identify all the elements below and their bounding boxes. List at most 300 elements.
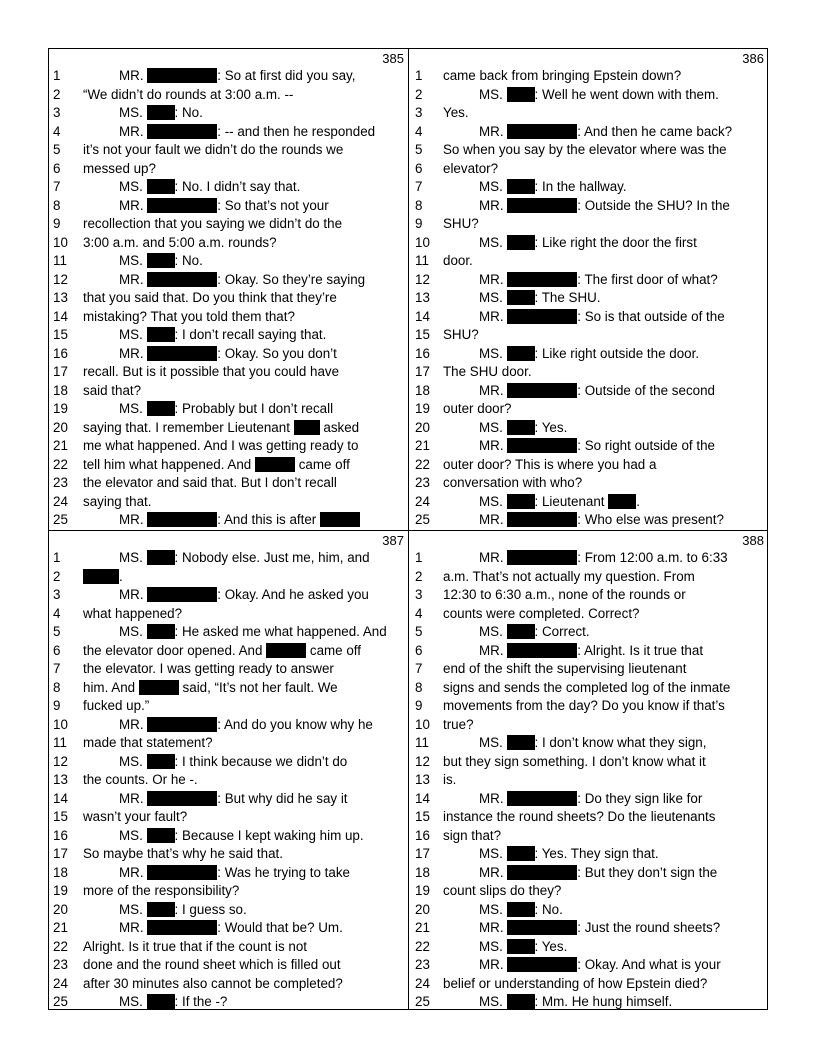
line-number: 21 bbox=[53, 438, 68, 453]
line-text bbox=[83, 456, 402, 475]
transcript-line bbox=[409, 993, 768, 1012]
redaction-box bbox=[139, 680, 179, 695]
line-text-segment: : Just the round sheets? bbox=[577, 920, 721, 935]
line-text-segment: MR. bbox=[119, 920, 148, 935]
line-number: 25 bbox=[415, 512, 430, 527]
line-text-segment: : Okay. And he asked you bbox=[217, 587, 369, 602]
page-number: 385 bbox=[382, 51, 404, 66]
redaction-box bbox=[255, 457, 295, 472]
line-text bbox=[83, 252, 402, 271]
line-text-segment: : Alright. Is it true that bbox=[577, 642, 704, 658]
line-text-segment: count slips do they? bbox=[443, 883, 562, 898]
line-text-segment: : If the -? bbox=[174, 994, 228, 1009]
line-text-segment: The SHU door. bbox=[443, 364, 532, 379]
line-text-segment: : Do they sign like for bbox=[577, 790, 703, 806]
transcript-line bbox=[409, 808, 768, 827]
line-text-segment: MS. bbox=[119, 624, 147, 639]
line-text-segment: door. bbox=[443, 253, 473, 268]
line-number: 18 bbox=[53, 382, 68, 398]
line-text bbox=[83, 845, 402, 864]
transcript-line bbox=[49, 67, 408, 86]
line-text-segment: MS. bbox=[479, 994, 507, 1009]
transcript-line bbox=[49, 623, 408, 642]
redaction-box bbox=[147, 253, 175, 268]
line-number: 16 bbox=[415, 827, 430, 843]
transcript-line bbox=[49, 827, 408, 846]
line-number: 1 bbox=[415, 68, 423, 83]
line-text bbox=[443, 827, 762, 846]
line-text bbox=[83, 697, 402, 716]
line-text bbox=[83, 474, 402, 493]
redaction-box bbox=[507, 550, 577, 565]
line-text-segment: : And this is after bbox=[217, 512, 320, 527]
transcript-line bbox=[49, 771, 408, 790]
line-text bbox=[443, 586, 762, 605]
line-number: 2 bbox=[53, 86, 61, 102]
transcript-line bbox=[409, 215, 768, 234]
line-text bbox=[443, 67, 762, 86]
line-number: 3 bbox=[415, 587, 423, 602]
line-text bbox=[443, 679, 762, 698]
line-text-segment: saying that. bbox=[83, 493, 152, 509]
transcript-line bbox=[409, 456, 768, 475]
line-text bbox=[83, 901, 402, 920]
transcript-line bbox=[409, 345, 768, 364]
line-text-segment: him. And bbox=[83, 679, 139, 695]
redaction-box bbox=[147, 791, 217, 806]
redaction-box bbox=[507, 179, 535, 194]
line-number: 7 bbox=[53, 179, 61, 194]
line-text bbox=[443, 86, 762, 105]
transcript-line bbox=[409, 827, 768, 846]
line-text-segment: MR. bbox=[479, 512, 508, 527]
redaction-box bbox=[147, 828, 175, 843]
line-number: 10 bbox=[53, 716, 68, 732]
transcript-line bbox=[49, 197, 408, 216]
line-number: 3 bbox=[53, 587, 61, 602]
line-text-segment: Yes. bbox=[443, 105, 469, 120]
line-text bbox=[443, 345, 762, 364]
transcript-line bbox=[49, 123, 408, 142]
line-text-segment: : Correct. bbox=[534, 624, 590, 639]
line-number: 25 bbox=[53, 994, 68, 1009]
line-number: 9 bbox=[53, 216, 61, 231]
line-text-segment: end of the shift the supervising lieutenant bbox=[443, 661, 687, 676]
line-number: 4 bbox=[53, 123, 61, 139]
transcript-line bbox=[409, 104, 768, 123]
line-text bbox=[443, 104, 762, 123]
transcript-line bbox=[49, 252, 408, 271]
transcript-line bbox=[409, 623, 768, 642]
transcript-line bbox=[409, 771, 768, 790]
line-number: 19 bbox=[53, 401, 68, 416]
line-number: 3 bbox=[53, 105, 61, 120]
line-number: 5 bbox=[53, 624, 61, 639]
line-text bbox=[443, 549, 762, 568]
line-text bbox=[443, 734, 762, 753]
transcript-line bbox=[49, 271, 408, 290]
line-text bbox=[83, 345, 402, 364]
line-text-segment: MS. bbox=[479, 938, 507, 954]
line-text-segment: what happened? bbox=[83, 605, 183, 621]
line-text bbox=[83, 716, 402, 735]
line-text-segment: : Because I kept waking him up. bbox=[174, 827, 364, 843]
line-text-segment: came back from bringing Epstein down? bbox=[443, 68, 682, 83]
redaction-box bbox=[507, 383, 577, 398]
transcript-line bbox=[49, 400, 408, 419]
transcript-line bbox=[49, 790, 408, 809]
line-text bbox=[443, 474, 762, 493]
line-number: 18 bbox=[415, 864, 430, 880]
line-text-segment: MS. bbox=[479, 846, 507, 861]
transcript-page-385 bbox=[49, 49, 408, 530]
line-text-segment: : The first door of what? bbox=[577, 271, 718, 287]
transcript-line bbox=[49, 345, 408, 364]
line-number: 4 bbox=[415, 605, 423, 621]
line-text-segment: MR. bbox=[479, 864, 508, 880]
line-text bbox=[443, 956, 762, 975]
line-text bbox=[443, 308, 762, 327]
transcript-line bbox=[49, 363, 408, 382]
line-text-segment: MR. bbox=[119, 587, 148, 602]
line-text-segment: outer door? bbox=[443, 401, 512, 416]
line-text-segment: wasn’t your fault? bbox=[83, 809, 188, 824]
line-number: 17 bbox=[415, 846, 430, 861]
line-text-segment: the elevator and said that. But I don’t recall bbox=[83, 475, 337, 490]
line-number: 9 bbox=[53, 698, 61, 713]
line-text bbox=[83, 197, 402, 216]
line-text-segment: MR. bbox=[119, 345, 148, 361]
redaction-box bbox=[507, 846, 535, 861]
line-text-segment: that you said that. Do you think that they’re bbox=[83, 290, 337, 305]
line-text-segment: : No. I didn’t say that. bbox=[174, 179, 301, 194]
transcript-line bbox=[409, 956, 768, 975]
line-text bbox=[83, 271, 402, 290]
transcript-line bbox=[49, 734, 408, 753]
line-text-segment: MR. bbox=[119, 790, 148, 806]
transcript-line bbox=[49, 419, 408, 438]
line-text-segment: : And then he came back? bbox=[577, 123, 733, 139]
line-text bbox=[83, 679, 402, 698]
transcript-line bbox=[409, 123, 768, 142]
line-text-segment: : In the hallway. bbox=[534, 179, 627, 194]
transcript-line bbox=[49, 511, 408, 530]
transcript-page-387 bbox=[49, 531, 408, 1012]
line-text-segment: recollection that you saying we didn’t do the bbox=[83, 216, 343, 231]
transcript-line bbox=[49, 697, 408, 716]
line-text-segment: : Yes. They sign that. bbox=[534, 846, 659, 861]
line-text bbox=[83, 975, 402, 994]
line-text-segment: fucked up.” bbox=[83, 698, 150, 713]
transcript-line bbox=[409, 679, 768, 698]
line-text-segment: the elevator door opened. And bbox=[83, 642, 267, 658]
line-text-segment: Alright. Is it true that if the count is not bbox=[83, 938, 308, 954]
line-number: 8 bbox=[53, 679, 61, 695]
transcript-line bbox=[49, 864, 408, 883]
line-number: 9 bbox=[415, 698, 423, 713]
line-text-segment: true? bbox=[443, 716, 474, 732]
line-number: 13 bbox=[415, 772, 430, 787]
transcript-line bbox=[49, 956, 408, 975]
line-number: 17 bbox=[53, 846, 68, 861]
redaction-box bbox=[83, 569, 119, 584]
line-number: 13 bbox=[53, 290, 68, 305]
transcript-line bbox=[409, 790, 768, 809]
transcript-line bbox=[49, 605, 408, 624]
line-text-segment: : No. bbox=[174, 105, 203, 120]
transcript-line bbox=[49, 86, 408, 105]
line-number: 12 bbox=[53, 271, 68, 287]
redaction-box bbox=[147, 624, 175, 639]
line-text-segment: MR. bbox=[479, 382, 508, 398]
line-number: 23 bbox=[415, 957, 430, 972]
line-text-segment: MR. bbox=[479, 642, 508, 658]
line-text-segment: said, “It’s not her fault. We bbox=[178, 679, 338, 695]
line-text bbox=[83, 308, 402, 327]
transcript-line bbox=[49, 882, 408, 901]
redaction-box bbox=[608, 494, 636, 509]
line-number: 5 bbox=[53, 142, 61, 157]
line-text-segment: MR. bbox=[119, 512, 148, 527]
line-text bbox=[83, 511, 402, 530]
line-text-segment: MR. bbox=[119, 68, 148, 83]
line-number: 15 bbox=[53, 809, 68, 824]
line-text-segment: MR. bbox=[479, 920, 508, 935]
transcript-line bbox=[49, 660, 408, 679]
line-text-segment: MS. bbox=[479, 624, 507, 639]
line-text-segment: MS. bbox=[479, 86, 507, 102]
line-text-segment: MR. bbox=[119, 864, 148, 880]
redaction-box bbox=[320, 512, 360, 527]
line-text bbox=[83, 808, 402, 827]
transcript-line bbox=[49, 679, 408, 698]
line-number: 11 bbox=[53, 253, 67, 268]
line-text bbox=[443, 623, 762, 642]
transcript-line bbox=[409, 141, 768, 160]
redaction-box bbox=[147, 512, 217, 527]
transcript-line bbox=[49, 808, 408, 827]
line-number: 5 bbox=[415, 142, 423, 157]
redaction-box bbox=[507, 87, 535, 102]
line-text-segment: : I guess so. bbox=[174, 901, 247, 917]
line-number: 16 bbox=[53, 345, 68, 361]
line-number: 23 bbox=[53, 957, 68, 972]
line-number: 9 bbox=[415, 216, 423, 231]
line-number: 12 bbox=[53, 753, 68, 769]
transcript-line bbox=[409, 382, 768, 401]
line-number: 7 bbox=[415, 179, 423, 194]
line-text-segment: : No. bbox=[534, 901, 563, 917]
transcript-line bbox=[409, 919, 768, 938]
transcript-line bbox=[409, 845, 768, 864]
line-number: 7 bbox=[415, 661, 423, 676]
redaction-box bbox=[507, 865, 577, 880]
line-text bbox=[443, 178, 762, 197]
line-text bbox=[83, 178, 402, 197]
line-text bbox=[83, 215, 402, 234]
line-text-segment: . bbox=[636, 493, 640, 509]
line-text bbox=[443, 660, 762, 679]
line-number: 13 bbox=[415, 290, 430, 305]
redaction-box bbox=[507, 494, 535, 509]
line-text-segment: elevator? bbox=[443, 160, 499, 176]
line-text bbox=[443, 993, 762, 1012]
line-text bbox=[83, 141, 402, 160]
line-text-segment: MS. bbox=[119, 253, 147, 268]
line-text-segment: So when you say by the elevator where was the bbox=[443, 142, 727, 157]
line-number: 24 bbox=[415, 975, 430, 991]
line-number: 8 bbox=[415, 679, 423, 695]
redaction-box bbox=[507, 309, 577, 324]
line-text bbox=[443, 642, 762, 661]
line-text-segment: MS. bbox=[479, 234, 507, 250]
redaction-box bbox=[147, 717, 217, 732]
line-text-segment: MR. bbox=[119, 123, 148, 139]
line-text bbox=[443, 697, 762, 716]
transcript-line bbox=[409, 67, 768, 86]
transcript-line bbox=[409, 271, 768, 290]
redaction-box bbox=[507, 939, 535, 954]
redaction-box bbox=[147, 865, 217, 880]
redaction-box bbox=[507, 198, 577, 213]
transcript-line bbox=[49, 493, 408, 512]
line-text-segment: : Like right outside the door. bbox=[534, 345, 700, 361]
line-text-segment: : And do you know why he bbox=[217, 716, 373, 732]
line-text bbox=[443, 808, 762, 827]
line-text-segment: SHU? bbox=[443, 216, 479, 231]
line-text bbox=[83, 568, 402, 587]
line-number: 22 bbox=[53, 938, 68, 954]
line-text-segment: MR. bbox=[119, 271, 148, 287]
redaction-box bbox=[147, 272, 217, 287]
line-text bbox=[443, 215, 762, 234]
line-text bbox=[83, 326, 402, 345]
line-text bbox=[443, 437, 762, 456]
redaction-box bbox=[507, 643, 577, 658]
transcript-line bbox=[49, 901, 408, 920]
redaction-box bbox=[507, 420, 535, 435]
line-text-segment: : I think because we didn’t do bbox=[174, 753, 348, 769]
line-text bbox=[83, 549, 402, 568]
line-text-segment: MR. bbox=[479, 197, 508, 213]
line-number: 3 bbox=[415, 105, 423, 120]
line-text bbox=[443, 605, 762, 624]
transcript-lines bbox=[409, 549, 768, 1012]
line-text-segment: it’s not your fault we didn’t do the rounds we bbox=[83, 142, 344, 157]
transcript-line bbox=[409, 474, 768, 493]
line-text-segment: : Outside of the second bbox=[577, 382, 715, 398]
line-text-segment: : Would that be? Um. bbox=[217, 920, 343, 935]
transcript-line bbox=[49, 642, 408, 661]
line-text-segment: MS. bbox=[119, 401, 147, 416]
transcript-line bbox=[409, 308, 768, 327]
transcript-line bbox=[49, 326, 408, 345]
line-number: 25 bbox=[53, 512, 68, 527]
line-text-segment: done and the round sheet which is filled out bbox=[83, 957, 341, 972]
line-text bbox=[443, 771, 762, 790]
line-text-segment: MS. bbox=[119, 753, 147, 769]
transcript-line bbox=[409, 716, 768, 735]
line-text bbox=[443, 197, 762, 216]
line-number: 20 bbox=[53, 901, 68, 917]
line-text-segment: MS. bbox=[119, 901, 147, 917]
line-text-segment: SHU? bbox=[443, 327, 479, 342]
line-text bbox=[443, 363, 762, 382]
transcript-line bbox=[49, 160, 408, 179]
line-number: 12 bbox=[415, 753, 430, 769]
line-number: 23 bbox=[415, 475, 430, 490]
transcript-line bbox=[409, 197, 768, 216]
transcript-line bbox=[409, 326, 768, 345]
transcript-line bbox=[409, 178, 768, 197]
line-text-segment: movements from the day? Do you know if that’s bbox=[443, 698, 725, 713]
line-text bbox=[83, 234, 402, 253]
line-text-segment: : Was he trying to take bbox=[217, 864, 350, 880]
transcript-line bbox=[49, 549, 408, 568]
transcript-line bbox=[49, 568, 408, 587]
line-text-segment: counts were completed. Correct? bbox=[443, 605, 640, 621]
line-text bbox=[83, 919, 402, 938]
redaction-box bbox=[147, 920, 217, 935]
transcript-line bbox=[409, 605, 768, 624]
line-number: 24 bbox=[415, 493, 430, 509]
transcript-line bbox=[49, 938, 408, 957]
transcript-line bbox=[49, 104, 408, 123]
line-text-segment: a.m. That’s not actually my question. From bbox=[443, 568, 695, 584]
line-text-segment: 3:00 a.m. and 5:00 a.m. rounds? bbox=[83, 234, 277, 250]
line-number: 16 bbox=[415, 345, 430, 361]
line-text-segment: asked bbox=[319, 419, 360, 435]
redaction-box bbox=[507, 272, 577, 287]
line-text bbox=[443, 252, 762, 271]
line-number: 11 bbox=[415, 253, 429, 268]
line-text-segment: MR. bbox=[479, 550, 508, 565]
line-text-segment: said that? bbox=[83, 382, 142, 398]
line-number: 4 bbox=[53, 605, 61, 621]
line-text-segment: is. bbox=[443, 772, 457, 787]
line-text bbox=[83, 400, 402, 419]
line-number: 2 bbox=[415, 86, 423, 102]
redaction-box bbox=[507, 290, 535, 305]
line-number: 6 bbox=[53, 642, 61, 658]
line-text bbox=[443, 882, 762, 901]
line-text bbox=[443, 160, 762, 179]
line-text bbox=[83, 493, 402, 512]
line-number: 8 bbox=[53, 197, 61, 213]
line-text-segment: MS. bbox=[479, 419, 507, 435]
transcript-line bbox=[409, 437, 768, 456]
line-text-segment: came off bbox=[306, 642, 361, 658]
line-text bbox=[83, 86, 402, 105]
transcript-line bbox=[49, 289, 408, 308]
line-text-segment: : Okay. And what is your bbox=[577, 957, 721, 972]
line-text-segment: MS. bbox=[479, 735, 507, 750]
line-text bbox=[443, 753, 762, 772]
line-text bbox=[83, 437, 402, 456]
line-text-segment: : The SHU. bbox=[534, 290, 601, 305]
transcript-line bbox=[409, 938, 768, 957]
line-text bbox=[83, 605, 402, 624]
line-text-segment: : But why did he say it bbox=[217, 790, 348, 806]
transcript-line bbox=[49, 474, 408, 493]
line-text-segment: : Mm. He hung himself. bbox=[534, 994, 673, 1009]
line-number: 15 bbox=[415, 809, 430, 824]
line-text-segment: : Nobody else. Just me, him, and bbox=[174, 550, 370, 565]
line-number: 25 bbox=[415, 994, 430, 1009]
line-number: 24 bbox=[53, 493, 68, 509]
line-text bbox=[83, 771, 402, 790]
line-text-segment: : So right outside of the bbox=[577, 438, 715, 453]
